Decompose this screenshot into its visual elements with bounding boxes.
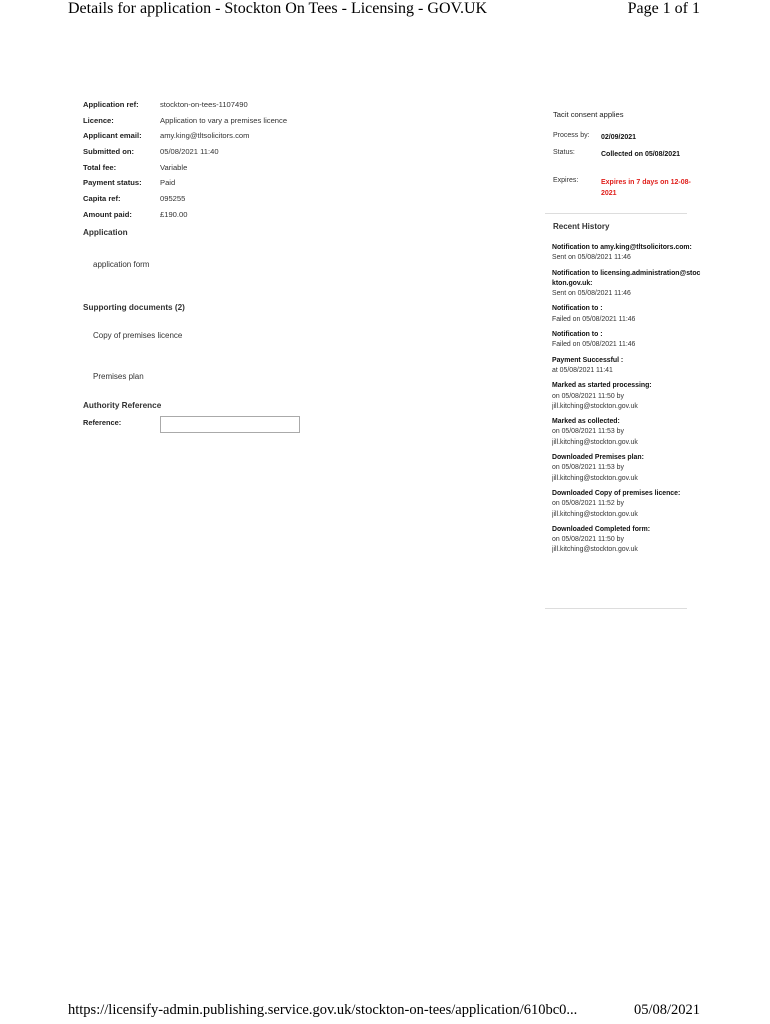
history-item-detail: Failed on 05/08/2021 11:46 <box>552 341 636 349</box>
history-item-user: jill.kitching@stockton.gov.uk <box>552 438 638 446</box>
detail-label: Licence: <box>83 115 114 125</box>
expires-label: Expires: <box>553 177 579 184</box>
history-item-title: Downloaded Completed form: <box>552 525 650 533</box>
history-item-detail: on 05/08/2021 11:50 by <box>552 392 624 400</box>
history-item-detail: Failed on 05/08/2021 11:46 <box>552 315 636 323</box>
detail-row-applicant-email <box>83 131 323 147</box>
history-item <box>552 356 702 377</box>
detail-label: Total fee: <box>83 162 117 172</box>
detail-row-payment-status <box>83 178 323 194</box>
application-heading: Application <box>83 228 128 237</box>
history-item-user: jill.kitching@stockton.gov.uk <box>552 546 638 554</box>
detail-label: Application ref: <box>83 100 139 109</box>
history-item-detail: on 05/08/2021 11:50 by <box>552 536 624 544</box>
status-row <box>553 149 703 171</box>
detail-value: 05/08/2021 11:40 <box>160 147 219 157</box>
history-item-user: jill.kitching@stockton.gov.uk <box>552 474 638 482</box>
history-item <box>552 243 702 264</box>
page-url: https://licensify-admin.publishing.service.gov.uk/stockton-on-tees/application/610bc0... <box>68 1002 578 1018</box>
detail-row-amount-paid <box>83 210 323 226</box>
detail-row-total-fee <box>83 163 323 179</box>
detail-value: Paid <box>160 178 176 188</box>
history-item <box>552 304 702 325</box>
history-item-title: Notification to licensing.administration@stockton.gov.uk: <box>552 269 701 287</box>
tacit-consent-notice: Tacit consent applies <box>553 110 624 119</box>
history-item <box>552 417 702 448</box>
detail-value: Application to vary a premises licence <box>160 115 288 125</box>
application-details <box>83 100 323 226</box>
status-value: Collected on 05/08/2021 <box>601 151 680 158</box>
history-item <box>552 453 702 484</box>
history-item <box>552 330 702 351</box>
detail-value: Variable <box>160 162 188 172</box>
supporting-documents-heading: Supporting documents (2) <box>83 303 185 312</box>
process-by-value: 02/09/2021 <box>601 134 637 141</box>
detail-label: Submitted on: <box>83 147 135 157</box>
history-item-detail: Sent on 05/08/2021 11:46 <box>552 290 631 298</box>
print-header <box>68 0 700 20</box>
reference-label: Reference: <box>83 418 122 427</box>
reference-input[interactable] <box>160 416 300 433</box>
detail-value: £190.00 <box>160 209 188 219</box>
history-item <box>552 381 702 412</box>
detail-row-licence <box>83 116 323 132</box>
print-title: Details for application - Stockton On Tees - Licensing - GOV.UK <box>68 0 488 17</box>
side-divider-bottom <box>545 608 687 609</box>
print-date: 05/08/2021 <box>633 1002 700 1018</box>
authority-reference-heading: Authority Reference <box>83 401 162 410</box>
history-item-title: Downloaded Premises plan: <box>552 454 644 462</box>
detail-value[interactable]: amy.king@tltsolicitors.com <box>160 131 250 141</box>
side-divider <box>545 213 687 214</box>
detail-value: 095255 <box>160 194 186 204</box>
history-item-title: Marked as collected: <box>552 418 620 426</box>
history-item-title: Notification to : <box>552 305 603 313</box>
print-footer <box>68 1002 700 1022</box>
detail-row-application-ref <box>83 100 323 116</box>
detail-label: Capita ref: <box>83 194 121 204</box>
history-item-title: Notification to amy.king@tltsolicitors.com: <box>552 244 692 251</box>
detail-label: Payment status: <box>83 178 142 188</box>
document-link-premises-plan[interactable]: Premises plan <box>93 372 144 381</box>
process-by-row <box>553 132 703 144</box>
history-item-detail: on 05/08/2021 11:53 by <box>552 464 624 472</box>
detail-value: stockton-on-tees-1107490 <box>160 100 248 109</box>
application-form-link[interactable]: application form <box>93 260 150 269</box>
history-item-detail: at 05/08/2021 11:41 <box>552 366 613 374</box>
history-item-title: Payment Successful : <box>552 356 624 364</box>
history-item-detail: on 05/08/2021 11:53 by <box>552 428 624 436</box>
process-by-label: Process by: <box>553 132 590 139</box>
history-item-detail: on 05/08/2021 11:52 by <box>552 500 624 508</box>
recent-history-heading: Recent History <box>553 222 610 231</box>
detail-label: Applicant email: <box>83 131 142 141</box>
history-item-title: Notification to : <box>552 331 603 339</box>
history-item-user: jill.kitching@stockton.gov.uk <box>552 402 638 410</box>
history-item <box>552 489 702 520</box>
page-number: Page 1 of 1 <box>627 0 700 17</box>
history-item-title: Downloaded Copy of premises licence: <box>552 489 681 497</box>
recent-history-list <box>552 243 702 561</box>
detail-row-capita-ref <box>83 194 323 210</box>
expires-row <box>553 177 703 199</box>
document-link-premises-licence[interactable]: Copy of premises licence <box>93 331 183 340</box>
expires-value: Expires in 7 days on 12-08-2021 <box>601 179 691 197</box>
detail-label: Amount paid: <box>83 209 132 219</box>
history-item-title: Marked as started processing: <box>552 382 652 390</box>
history-item <box>552 525 702 556</box>
history-item-detail: Sent on 05/08/2021 11:46 <box>552 254 631 262</box>
status-label: Status: <box>553 149 575 156</box>
detail-row-submitted-on <box>83 147 323 163</box>
history-item <box>552 269 702 300</box>
history-item-user: jill.kitching@stockton.gov.uk <box>552 510 638 518</box>
